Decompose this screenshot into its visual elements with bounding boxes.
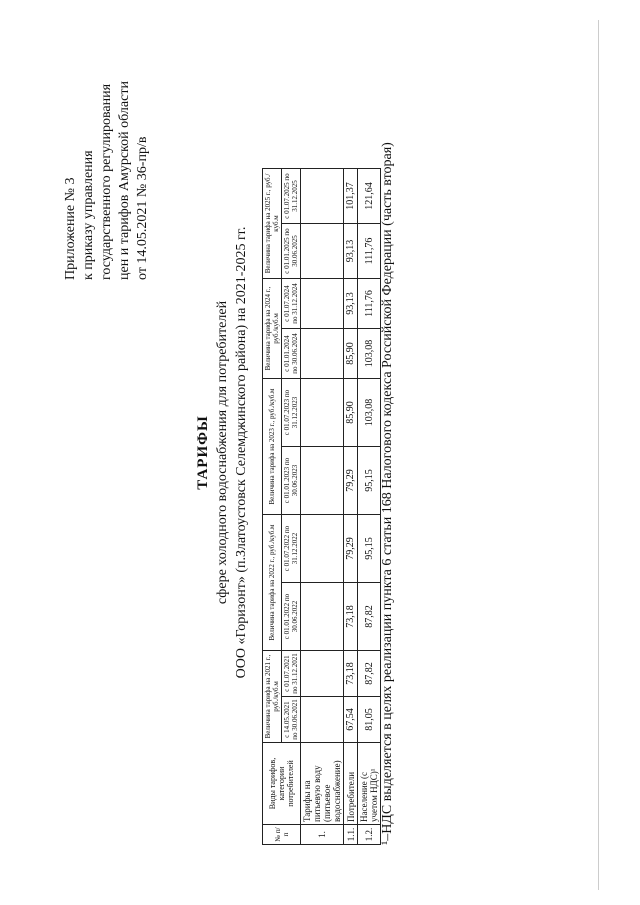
document-subtitle-org: ООО «Горизонт» (п.Златоустовск Селемджинского района) на 2021-2025 гг. bbox=[234, 226, 249, 679]
header-period: с 14.05.2021 по 30.06.2021 bbox=[282, 697, 301, 743]
row-value: 85,90 bbox=[344, 329, 358, 379]
header-year-2023: Величина тарифа на 2023 г., руб./куб.м bbox=[263, 379, 282, 515]
row-value: 87,82 bbox=[358, 583, 381, 651]
row-value: 81,05 bbox=[358, 697, 381, 743]
row-value bbox=[301, 447, 344, 515]
table-row bbox=[344, 169, 358, 845]
row-value bbox=[301, 697, 344, 743]
row-value: 95,15 bbox=[358, 447, 381, 515]
row-value: 93,13 bbox=[344, 224, 358, 279]
row-value: 73,18 bbox=[344, 651, 358, 697]
header-period: с 01.07.2021 по 31.12.2021 bbox=[282, 651, 301, 697]
header-year-2022: Величина тарифа на 2022 г., руб./куб.м bbox=[263, 515, 282, 651]
document-subtitle: сфере холодного водоснабжения для потребителей bbox=[215, 300, 230, 605]
row-name: Население (с учетом НДС)¹ bbox=[358, 743, 381, 825]
row-value: 79,29 bbox=[344, 515, 358, 583]
row-value: 79,29 bbox=[344, 447, 358, 515]
row-value: 111,76 bbox=[358, 224, 381, 279]
row-value: 93,13 bbox=[344, 279, 358, 329]
row-value bbox=[301, 379, 344, 447]
header-period: с 01.01.2022 по 30.06.2022 bbox=[282, 583, 301, 651]
header-period: с 01.07.2024 по 31.12.2024 bbox=[282, 279, 301, 329]
row-num: 1.1. bbox=[344, 825, 358, 845]
appendix-line: государственного регулирования bbox=[99, 83, 114, 280]
appendix-line: от 14.05.2021 № 36-пр/в bbox=[135, 136, 150, 280]
row-value: 95,15 bbox=[358, 515, 381, 583]
row-name: Потребители bbox=[344, 743, 358, 825]
row-value bbox=[301, 583, 344, 651]
header-year-2021: Величина тарифа на 2021 г., руб./куб.м bbox=[263, 651, 282, 743]
header-period: с 01.07.2023 по 31.12.2023 bbox=[282, 379, 301, 447]
header-period: с 01.01.2025 по 30.06.2025 bbox=[282, 224, 301, 279]
row-value bbox=[301, 279, 344, 329]
row-value: 67,54 bbox=[344, 697, 358, 743]
row-value bbox=[301, 169, 344, 224]
document-title: ТАРИФЫ bbox=[195, 415, 211, 490]
row-value: 101,37 bbox=[344, 169, 358, 224]
appendix-header bbox=[62, 40, 152, 280]
row-value bbox=[301, 224, 344, 279]
table-row bbox=[358, 169, 381, 845]
row-value bbox=[301, 515, 344, 583]
appendix-line: к приказу управления bbox=[81, 150, 96, 280]
header-num: № п/п bbox=[263, 825, 301, 845]
vat-footnote: ¹–НДС выделяется в целях реализации пункта 6 статьи 168 Налогового кодекса Российской Федерации (часть вторая) bbox=[380, 142, 395, 845]
header-period: с 01.07.2025 по 31.12.2025 bbox=[282, 169, 301, 224]
row-num: 1.2. bbox=[358, 825, 381, 845]
header-year-2024: Величина тарифа на 2024 г., руб./куб.м bbox=[263, 279, 282, 379]
row-value: 87,82 bbox=[358, 651, 381, 697]
row-value bbox=[301, 651, 344, 697]
appendix-line: цен и тарифов Амурской области bbox=[117, 81, 132, 280]
row-value: 103,08 bbox=[358, 329, 381, 379]
header-period: с 01.01.2023 по 30.06.2023 bbox=[282, 447, 301, 515]
row-value: 85,90 bbox=[344, 379, 358, 447]
tariff-table bbox=[262, 168, 381, 845]
row-value: 73,18 bbox=[344, 583, 358, 651]
row-value bbox=[301, 329, 344, 379]
appendix-line: Приложение № 3 bbox=[63, 177, 78, 280]
header-year-2025: Величина тарифа на 2025 г., руб./куб.м bbox=[263, 169, 282, 279]
row-name: Тарифы на питьевую воду (питьевое водоснабжение) bbox=[301, 743, 344, 825]
header-period: с 01.07.2022 по 31.12.2022 bbox=[282, 515, 301, 583]
row-num: 1. bbox=[301, 825, 344, 845]
header-type: Виды тарифов, категории потребителей bbox=[263, 743, 301, 825]
row-value: 111,76 bbox=[358, 279, 381, 329]
row-value: 103,08 bbox=[358, 379, 381, 447]
table-row bbox=[301, 169, 344, 845]
header-period: с 01.01.2024 по 30.06.2024 bbox=[282, 329, 301, 379]
row-value: 121,64 bbox=[358, 169, 381, 224]
table-header-row bbox=[263, 169, 282, 845]
